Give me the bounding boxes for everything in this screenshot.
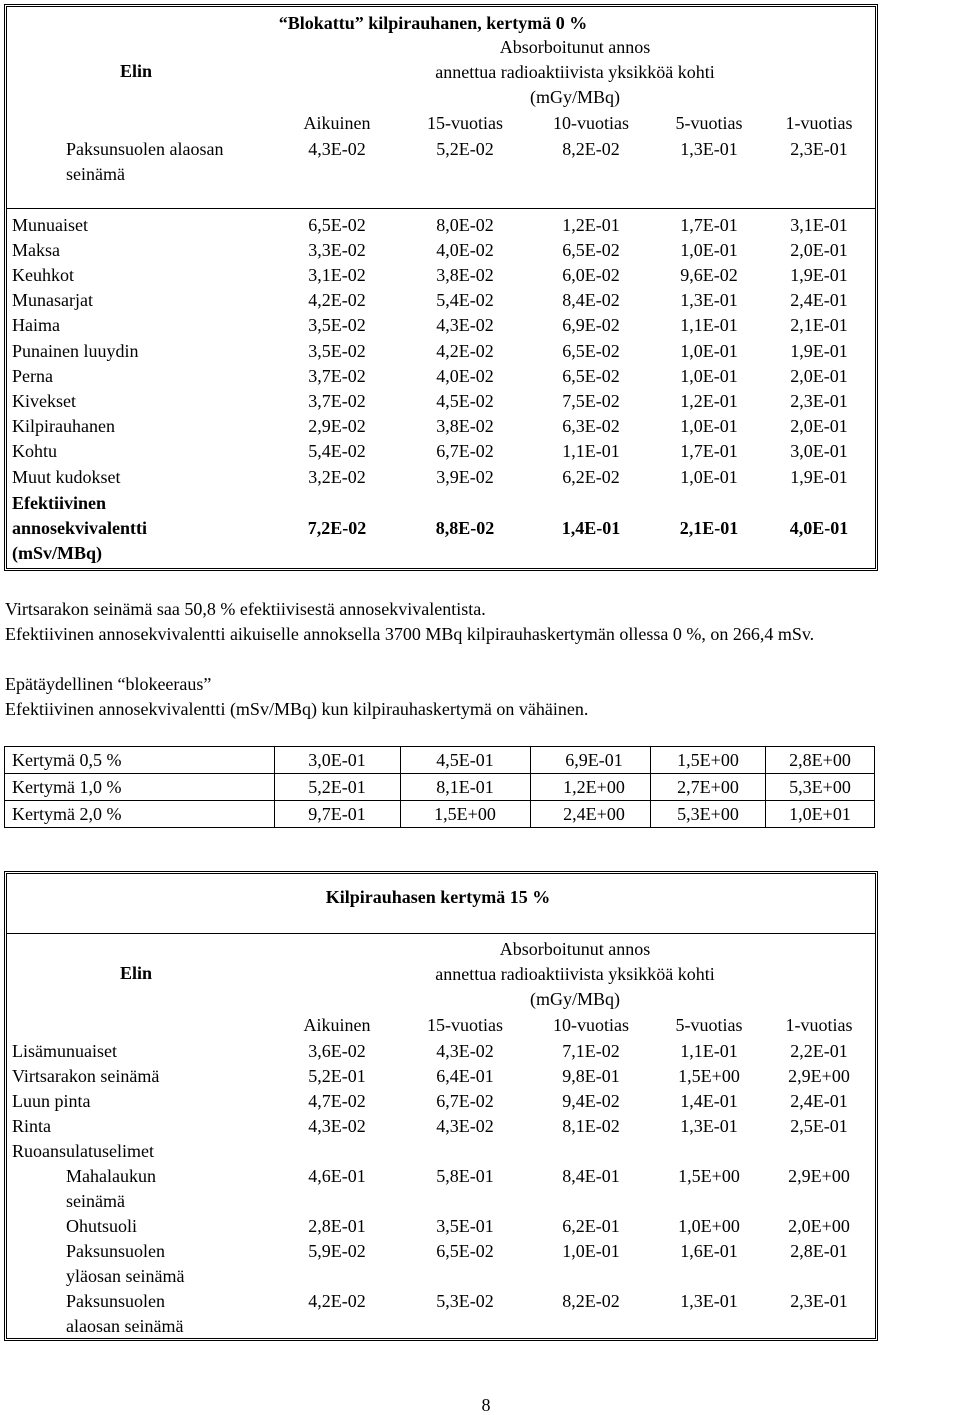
organ-label: Lisämunuaiset	[12, 1041, 117, 1061]
value-cell: 6,5E-02	[562, 240, 620, 260]
value-cell: 8,4E-02	[562, 290, 620, 310]
age-header: 15-vuotias	[427, 113, 503, 133]
note-bladder: Virtsarakon seinämä saa 50,8 % efektiivisestä annosekvivalentista.	[5, 599, 486, 619]
value-cell: 2,9E-02	[308, 416, 366, 436]
value-cell: 7,1E-02	[562, 1041, 620, 1061]
value-cell: 5,2E-01	[308, 1066, 366, 1086]
effective-dose-value: 1,4E-01	[561, 518, 621, 538]
value-cell: 6,9E-02	[562, 315, 620, 335]
table-3-title-divider	[7, 933, 875, 934]
value-cell: 4,2E-02	[308, 290, 366, 310]
value-cell: 2,3E-01	[790, 391, 848, 411]
organ-label: Munuaiset	[12, 215, 88, 235]
value-cell: 1,3E-01	[680, 139, 738, 159]
value-cell: 2,7E+00	[677, 777, 739, 797]
value-cell: 8,1E-02	[562, 1116, 620, 1136]
value-cell: 1,0E-01	[680, 467, 738, 487]
value-cell: 4,3E-02	[308, 1116, 366, 1136]
value-cell: 1,4E-01	[680, 1091, 738, 1111]
table-1-elin-header: Elin	[120, 61, 153, 81]
age-header: 15-vuotias	[427, 1015, 503, 1035]
value-cell: 1,3E-01	[680, 290, 738, 310]
value-cell: 5,8E-01	[436, 1166, 494, 1186]
value-cell: 4,2E-02	[308, 1291, 366, 1311]
value-cell: 3,3E-02	[308, 240, 366, 260]
value-cell: 1,9E-01	[790, 467, 848, 487]
value-cell: 3,0E-01	[308, 750, 366, 770]
effective-dose-value: 4,0E-01	[789, 518, 849, 538]
value-cell: 8,0E-02	[436, 215, 494, 235]
value-cell: 5,3E-02	[436, 1291, 494, 1311]
value-cell: 3,5E-01	[436, 1216, 494, 1236]
value-cell: 8,1E-01	[436, 777, 494, 797]
value-cell: 2,8E-01	[790, 1241, 848, 1261]
value-cell: 1,1E-01	[562, 441, 620, 461]
table-1-header-divider	[7, 208, 875, 209]
value-cell: 2,0E-01	[790, 240, 848, 260]
organ-label: Punainen luuydin	[12, 341, 139, 361]
value-cell: 6,4E-01	[436, 1066, 494, 1086]
organ-label: Ohutsuoli	[66, 1216, 138, 1236]
note-adult-dose: Efektiivinen annosekvivalentti aikuiselle annoksella 3700 MBq kilpirauhaskertymän ollessa 0 %, on 266,4 mSv.	[5, 624, 815, 644]
value-cell: 5,3E+00	[789, 777, 851, 797]
value-cell: 9,4E-02	[562, 1091, 620, 1111]
col-divider	[400, 746, 401, 828]
value-cell: 3,7E-02	[308, 366, 366, 386]
absorbed-header-line-1: Absorboitunut annos	[499, 37, 651, 57]
row-divider	[4, 773, 875, 774]
value-cell: 4,2E-02	[436, 341, 494, 361]
value-cell: 6,9E-01	[565, 750, 623, 770]
value-cell: 4,0E-02	[436, 240, 494, 260]
organ-label: Ruoansulatuselimet	[12, 1141, 154, 1161]
value-cell: 3,8E-02	[436, 416, 494, 436]
organ-label: Kivekset	[12, 391, 76, 411]
value-cell: 2,5E-01	[790, 1116, 848, 1136]
effective-dose-value: 7,2E-02	[307, 518, 367, 538]
page-number: 8	[481, 1395, 491, 1415]
age-header: 5-vuotias	[675, 1015, 743, 1035]
value-cell: 1,2E-01	[562, 215, 620, 235]
value-cell: 4,3E-02	[436, 1116, 494, 1136]
value-cell: 2,9E+00	[788, 1166, 850, 1186]
col-divider	[274, 746, 275, 828]
value-cell: 2,8E-01	[308, 1216, 366, 1236]
value-cell: 9,8E-01	[562, 1066, 620, 1086]
value-cell: 2,4E-01	[790, 1091, 848, 1111]
value-cell: 6,5E-02	[436, 1241, 494, 1261]
value-cell: 1,2E-01	[680, 391, 738, 411]
value-cell: 3,8E-02	[436, 265, 494, 285]
age-header: 1-vuotias	[785, 1015, 853, 1035]
value-cell: 5,9E-02	[308, 1241, 366, 1261]
value-cell: 3,5E-02	[308, 341, 366, 361]
absorbed-header-line-1: Absorboitunut annos	[499, 939, 651, 959]
value-cell: 4,5E-01	[436, 750, 494, 770]
organ-label: Muut kudokset	[12, 467, 121, 487]
absorbed-header-line-2: annettua radioaktiivista yksikköä kohti	[435, 62, 715, 82]
absorbed-header-line-3: (mGy/MBq)	[530, 87, 620, 107]
age-header: Aikuinen	[303, 1015, 371, 1035]
value-cell: 2,9E+00	[788, 1066, 850, 1086]
value-cell: 5,2E-02	[436, 139, 494, 159]
value-cell: 3,5E-02	[308, 315, 366, 335]
organ-label: Paksunsuolen alaosan seinämä	[66, 1291, 184, 1336]
organ-label: Munasarjat	[12, 290, 93, 310]
uptake-label: Kertymä 2,0 %	[12, 804, 122, 824]
value-cell: 1,5E+00	[678, 1066, 740, 1086]
uptake-label: Kertymä 0,5 %	[12, 750, 122, 770]
value-cell: 4,7E-02	[308, 1091, 366, 1111]
value-cell: 6,7E-02	[436, 441, 494, 461]
organ-label: Perna	[12, 366, 53, 386]
value-cell: 1,3E-01	[680, 1291, 738, 1311]
value-cell: 3,1E-01	[790, 215, 848, 235]
col-divider	[650, 746, 651, 828]
value-cell: 6,0E-02	[562, 265, 620, 285]
value-cell: 1,9E-01	[790, 265, 848, 285]
value-cell: 2,4E-01	[790, 290, 848, 310]
organ-label: Haima	[12, 315, 60, 335]
value-cell: 8,4E-01	[562, 1166, 620, 1186]
value-cell: 1,3E-01	[680, 1116, 738, 1136]
organ-label: Kohtu	[12, 441, 57, 461]
value-cell: 3,1E-02	[308, 265, 366, 285]
value-cell: 8,2E-02	[562, 139, 620, 159]
value-cell: 6,5E-02	[308, 215, 366, 235]
value-cell: 6,5E-02	[562, 341, 620, 361]
uptake-label: Kertymä 1,0 %	[12, 777, 122, 797]
value-cell: 1,0E+00	[678, 1216, 740, 1236]
value-cell: 3,0E-01	[790, 441, 848, 461]
value-cell: 5,2E-01	[308, 777, 366, 797]
value-cell: 1,9E-01	[790, 341, 848, 361]
value-cell: 7,5E-02	[562, 391, 620, 411]
col-divider	[530, 746, 531, 828]
value-cell: 2,0E-01	[790, 416, 848, 436]
value-cell: 9,7E-01	[308, 804, 366, 824]
value-cell: 1,5E+00	[677, 750, 739, 770]
value-cell: 4,6E-01	[308, 1166, 366, 1186]
value-cell: 1,0E-01	[680, 416, 738, 436]
value-cell: 1,7E-01	[680, 441, 738, 461]
value-cell: 1,0E+01	[789, 804, 851, 824]
value-cell: 5,4E-02	[436, 290, 494, 310]
effective-dose-value: 8,8E-02	[435, 518, 495, 538]
value-cell: 2,3E-01	[790, 1291, 848, 1311]
value-cell: 3,9E-02	[436, 467, 494, 487]
age-header: 10-vuotias	[553, 1015, 629, 1035]
organ-label: Kilpirauhanen	[12, 416, 115, 436]
value-cell: 1,5E+00	[434, 804, 496, 824]
age-header: 10-vuotias	[553, 113, 629, 133]
value-cell: 2,4E+00	[563, 804, 625, 824]
value-cell: 4,3E-02	[436, 315, 494, 335]
value-cell: 2,2E-01	[790, 1041, 848, 1061]
value-cell: 1,6E-01	[680, 1241, 738, 1261]
organ-label: Paksunsuolen yläosan seinämä	[66, 1241, 185, 1286]
effective-dose-value: 2,1E-01	[679, 518, 739, 538]
col-divider	[765, 746, 766, 828]
row-divider	[4, 800, 875, 801]
value-cell: 2,0E-01	[790, 366, 848, 386]
absorbed-header-line-2: annettua radioaktiivista yksikköä kohti	[435, 964, 715, 984]
organ-label: Paksunsuolen alaosan seinämä	[66, 139, 224, 184]
value-cell: 2,0E+00	[788, 1216, 850, 1236]
value-cell: 3,2E-02	[308, 467, 366, 487]
value-cell: 9,6E-02	[680, 265, 738, 285]
value-cell: 1,1E-01	[680, 1041, 738, 1061]
value-cell: 2,3E-01	[790, 139, 848, 159]
value-cell: 1,0E-01	[562, 1241, 620, 1261]
value-cell: 3,7E-02	[308, 391, 366, 411]
organ-label: Mahalaukun seinämä	[66, 1166, 156, 1211]
value-cell: 5,3E+00	[677, 804, 739, 824]
value-cell: 4,0E-02	[436, 366, 494, 386]
value-cell: 4,3E-02	[436, 1041, 494, 1061]
table-3-title: Kilpirauhasen kertymä 15 %	[325, 887, 551, 907]
value-cell: 4,5E-02	[436, 391, 494, 411]
value-cell: 5,4E-02	[308, 441, 366, 461]
value-cell: 1,0E-01	[680, 341, 738, 361]
value-cell: 6,3E-02	[562, 416, 620, 436]
value-cell: 1,2E+00	[563, 777, 625, 797]
age-header: 1-vuotias	[785, 113, 853, 133]
value-cell: 6,5E-02	[562, 366, 620, 386]
organ-label: Luun pinta	[12, 1091, 91, 1111]
effective-dose-label: annosekvivalentti	[12, 518, 148, 538]
value-cell: 6,2E-01	[562, 1216, 620, 1236]
organ-label: Keuhkot	[12, 265, 74, 285]
value-cell: 1,7E-01	[680, 215, 738, 235]
organ-label: Maksa	[12, 240, 60, 260]
value-cell: 6,7E-02	[436, 1091, 494, 1111]
value-cell: 4,3E-02	[308, 139, 366, 159]
value-cell: 8,2E-02	[562, 1291, 620, 1311]
table-1-title: “Blokattu” kilpirauhanen, kertymä 0 %	[278, 13, 588, 33]
value-cell: 1,5E+00	[678, 1166, 740, 1186]
table-3-elin-header: Elin	[120, 963, 153, 983]
age-header: 5-vuotias	[675, 113, 743, 133]
note-incomplete-blockade: Epätäydellinen “blokeeraus”	[5, 674, 212, 694]
value-cell: 3,6E-02	[308, 1041, 366, 1061]
effective-dose-label: Efektiivinen	[12, 493, 107, 513]
value-cell: 1,0E-01	[680, 366, 738, 386]
absorbed-header-line-3: (mGy/MBq)	[530, 989, 620, 1009]
effective-dose-label: (mSv/MBq)	[12, 543, 102, 563]
value-cell: 2,1E-01	[790, 315, 848, 335]
value-cell: 1,0E-01	[680, 240, 738, 260]
organ-label: Virtsarakon seinämä	[12, 1066, 160, 1086]
value-cell: 1,1E-01	[680, 315, 738, 335]
value-cell: 6,2E-02	[562, 467, 620, 487]
value-cell: 2,8E+00	[789, 750, 851, 770]
age-header: Aikuinen	[303, 113, 371, 133]
organ-label: Rinta	[12, 1116, 51, 1136]
note-effective-dose: Efektiivinen annosekvivalentti (mSv/MBq) kun kilpirauhaskertymä on vähäinen.	[5, 699, 589, 719]
